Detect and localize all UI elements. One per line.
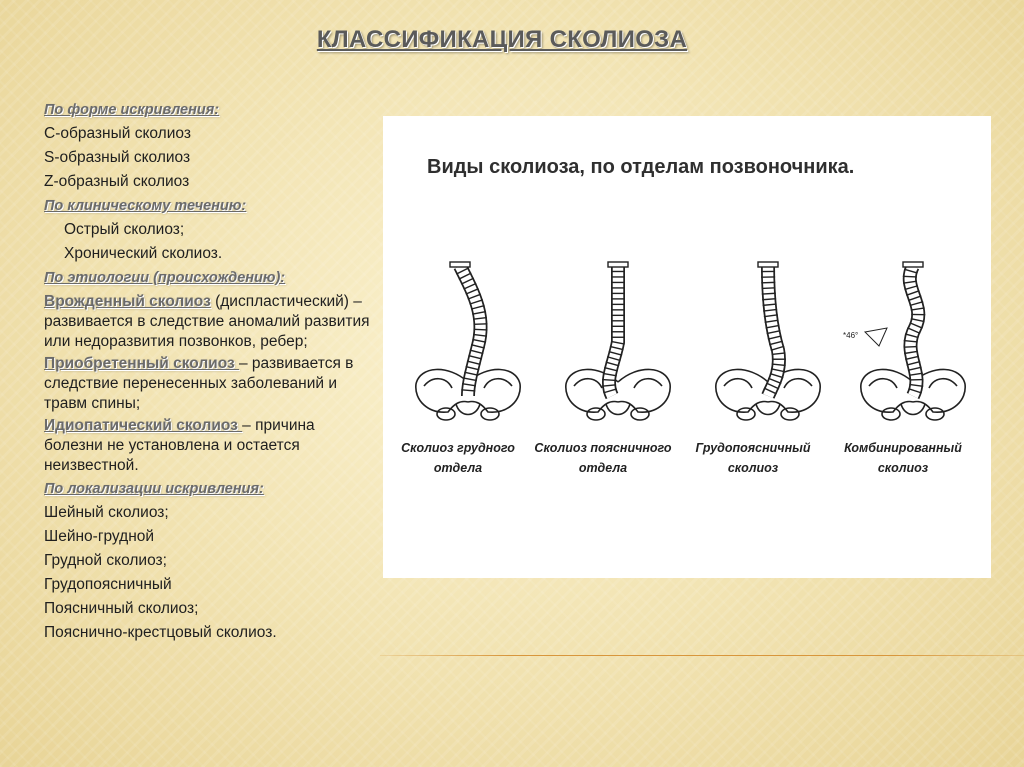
vertebra-mark <box>903 347 917 348</box>
caption-line: сколиоз <box>727 461 779 475</box>
caption-line: Грудопоясничный <box>695 441 811 455</box>
list-item: Грудной сколиоз; <box>44 552 167 569</box>
spine-top-cap <box>903 262 923 267</box>
spine-thoracic <box>398 254 538 424</box>
list-item: Острый сколиоз; <box>64 221 185 238</box>
spine-top-cap <box>608 262 628 267</box>
list-item: Пояснично-крестцовый сколиоз. <box>44 624 277 641</box>
list-item: Поясничный сколиоз; <box>44 600 199 617</box>
caption-thoracolumbar <box>683 438 823 478</box>
idiopathic-term: Идиопатический сколиоз <box>44 417 243 434</box>
pelvis-drawing <box>566 369 670 420</box>
spine-thoracolumbar <box>698 254 838 424</box>
caption-combined <box>833 438 973 478</box>
spine-top-cap <box>758 262 778 267</box>
list-item: Шейный сколиоз; <box>44 504 169 521</box>
idiopathic-paragraph <box>44 416 374 476</box>
list-item: Хронический сколиоз. <box>64 245 223 262</box>
caption-line: сколиоз <box>877 461 929 475</box>
acquired-term: Приобретенный сколиоз <box>44 355 239 372</box>
acquired-text: – развивается в следствие перенесенных заболеваний и травм спины; <box>44 355 354 412</box>
scoliosis-types-figure <box>383 116 991 578</box>
caption-line: Сколиоз грудного <box>401 441 515 455</box>
caption-line: Комбинированный <box>844 441 962 455</box>
vertebra-mark <box>762 293 776 294</box>
heading-form: По форме искривления: <box>44 102 220 118</box>
list-item: С-образный сколиоз <box>44 125 191 142</box>
vertebra-mark <box>474 324 488 325</box>
caption-lumbar <box>533 438 673 478</box>
spine-top-cap <box>450 262 470 267</box>
congenital-text: (диспластический) – развивается в следствие аномалий развития или недоразвития позвонков, ребер; <box>44 293 370 350</box>
acquired-paragraph <box>44 354 374 414</box>
list-item: Шейно-грудной <box>44 528 155 545</box>
caption-line: Сколиоз поясничного <box>534 441 672 455</box>
congenital-paragraph <box>44 292 374 352</box>
caption-line: отдела <box>578 461 628 475</box>
divider-line <box>380 655 1024 656</box>
vertebra-mark <box>474 329 488 330</box>
list-item: S-образный сколиоз <box>44 149 191 166</box>
spine-thoracic-drawing <box>398 254 538 424</box>
vertebra-mark <box>903 276 917 277</box>
angle-label: *46° <box>843 331 859 340</box>
vertebra-mark <box>602 380 616 381</box>
caption-thoracic <box>388 438 528 478</box>
heading-course: По клиническому течению: <box>44 198 247 214</box>
classification-text <box>44 98 374 645</box>
figure-title: Виды сколиоза, по отделам позвоночника. <box>427 156 855 178</box>
heading-etiology: По этиологии (происхождению): <box>44 270 286 286</box>
spine-thoracolumbar-drawing <box>698 254 838 424</box>
spine-lumbar <box>548 254 688 424</box>
angle-marker <box>865 328 887 346</box>
list-item: Z-образный сколиоз <box>44 173 190 190</box>
spine-combined <box>843 254 983 424</box>
caption-line: отдела <box>433 461 483 475</box>
heading-location: По локализации искривления: <box>44 481 264 497</box>
spine-column-inner <box>609 266 618 396</box>
list-item: Грудопоясничный <box>44 576 172 593</box>
spine-combined-drawing <box>843 254 983 424</box>
slide-title: КЛАССИФИКАЦИЯ СКОЛИОЗА <box>316 26 688 53</box>
spine-lumbar-drawing <box>548 254 688 424</box>
idiopathic-text: – причина болезни не установлена и остается неизвестной. <box>44 417 315 474</box>
congenital-term: Врожденный сколиоз <box>44 293 211 310</box>
vertebra-mark <box>761 288 775 289</box>
